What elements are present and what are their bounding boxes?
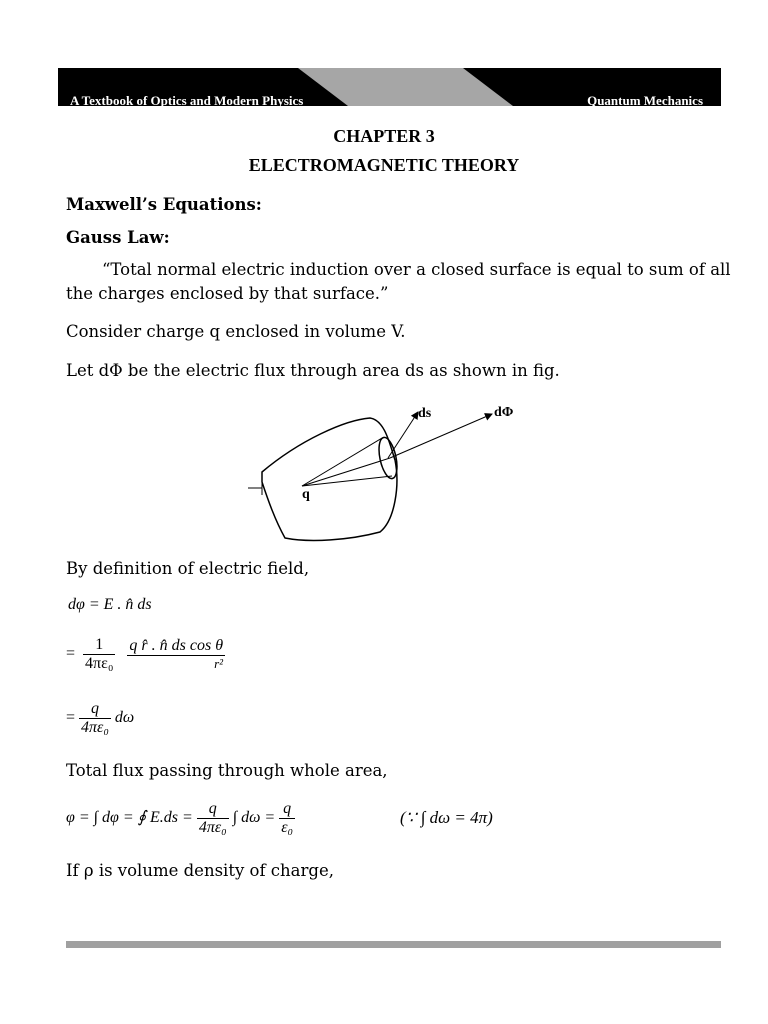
gauss-figure bbox=[240, 400, 530, 549]
equation-3: = $\frac{q}{\text{4πε₀}}$ dω bbox=[66, 700, 135, 736]
footer-rule bbox=[66, 941, 721, 948]
dphi-arrow bbox=[390, 414, 492, 458]
paragraph-consider: Consider charge q enclosed in volume V. bbox=[66, 322, 406, 341]
paragraph-definition: By definition of electric field, bbox=[66, 559, 310, 578]
paragraph-total-flux: Total flux passing through whole area, bbox=[66, 761, 388, 780]
equation-4: φ = ∫ dφ = ∮ E.ds = $\frac{q}{\text{4πε₀}}$ ∫ dω = $\frac{q}{\text{ε₀}}$ bbox=[66, 800, 294, 836]
surface-stub bbox=[248, 472, 262, 495]
quote-line-1: “Total normal electric induction over a closed surface is equal to sum of all bbox=[102, 260, 731, 279]
equation-4-note: (∵ ∫ dω = 4π) bbox=[400, 808, 493, 827]
paragraph-rho: If ρ is volume density of charge, bbox=[66, 861, 334, 880]
closed-surface bbox=[262, 418, 397, 540]
ds-arrow bbox=[388, 412, 418, 458]
label-ds: ds bbox=[418, 406, 432, 421]
quote-line-2: the charges enclosed by that surface.” bbox=[66, 284, 389, 303]
header-book-title: A Textbook of Optics and Modern Physics bbox=[70, 93, 304, 108]
label-dphi: dΦ bbox=[494, 405, 514, 420]
section-heading: Maxwell’s Equations: bbox=[66, 195, 262, 214]
equation-1: dφ = E . n̂ ds bbox=[68, 596, 152, 613]
subsection-heading: Gauss Law: bbox=[66, 228, 170, 247]
equation-2: = $\frac{1}{\text{4πε₀}}$ $\frac{\text{q r̂ . n̂ ds cos θ}}{\text{r²}}$ bbox=[66, 636, 224, 672]
ray-center bbox=[302, 458, 390, 486]
chapter-title: ELECTROMAGNETIC THEORY bbox=[248, 155, 520, 175]
header-section-title: Quantum Mechanics bbox=[587, 93, 703, 108]
chapter-number: CHAPTER 3 bbox=[333, 126, 435, 146]
paragraph-flux: Let dΦ be the electric flux through area ds as shown in fig. bbox=[66, 361, 560, 380]
label-q: q bbox=[302, 487, 310, 502]
